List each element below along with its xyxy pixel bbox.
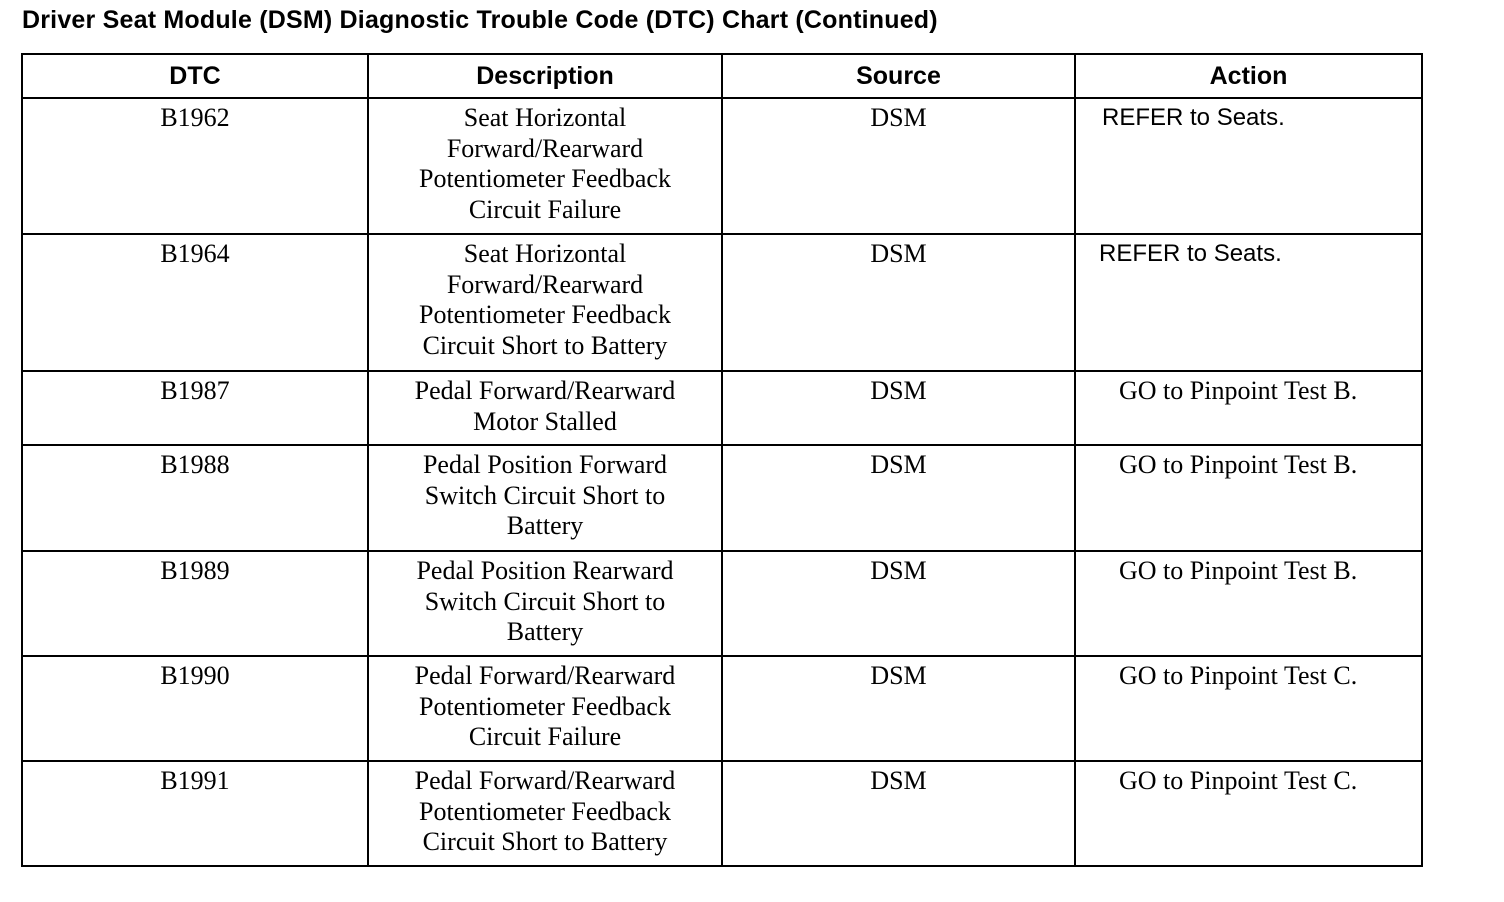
description-line: Seat Horizontal — [463, 239, 627, 268]
dtc-cell: B1964 — [22, 234, 368, 371]
description-cell — [368, 656, 722, 761]
source-cell: DSM — [722, 551, 1075, 656]
source-cell: DSM — [722, 234, 1075, 371]
description-line: Circuit Short to Battery — [422, 827, 668, 856]
description-cell — [368, 98, 722, 234]
action-text: REFER to Seats. — [1099, 240, 1282, 267]
source-cell: DSM — [722, 761, 1075, 866]
description-cell — [368, 761, 722, 866]
dtc-cell: B1991 — [22, 761, 368, 866]
description-line: Battery — [506, 511, 584, 540]
description-line: Pedal Position Forward — [422, 450, 668, 479]
table-row — [22, 761, 1422, 866]
table-row — [22, 551, 1422, 656]
description-line: Pedal Forward/Rearward — [414, 766, 676, 795]
table-row — [22, 371, 1422, 445]
action-cell — [1075, 98, 1422, 234]
description-line: Forward/Rearward — [446, 133, 644, 163]
action-cell — [1075, 234, 1422, 371]
table-row — [22, 98, 1422, 234]
table-row — [22, 234, 1422, 371]
action-text: GO to Pinpoint Test B. — [1119, 556, 1358, 585]
action-cell — [1075, 551, 1422, 656]
description-line: Switch Circuit Short to — [424, 480, 666, 510]
header-dtc: DTC — [22, 54, 368, 98]
action-text: GO to Pinpoint Test B. — [1119, 376, 1358, 405]
description-cell — [368, 445, 722, 551]
source-cell: DSM — [722, 656, 1075, 761]
description-line: Circuit Failure — [468, 722, 622, 751]
description-line: Potentiometer Feedback — [419, 300, 671, 329]
description-line: Potentiometer Feedback — [419, 164, 671, 193]
source-cell: DSM — [722, 371, 1075, 445]
action-text: REFER to Seats. — [1102, 104, 1285, 131]
description-line: Motor Stalled — [473, 406, 617, 436]
dtc-cell: B1962 — [22, 98, 368, 234]
description-line: Circuit Short to Battery — [422, 330, 668, 360]
description-line: Pedal Forward/Rearward — [414, 376, 676, 405]
description-line: Switch Circuit Short to — [424, 586, 666, 616]
description-line: Seat Horizontal — [463, 103, 627, 132]
action-cell — [1075, 761, 1422, 866]
dtc-chart-table — [21, 53, 1423, 867]
dtc-cell: B1989 — [22, 551, 368, 656]
action-cell — [1075, 371, 1422, 445]
dtc-cell: B1988 — [22, 445, 368, 551]
dtc-cell: B1990 — [22, 656, 368, 761]
source-cell: DSM — [722, 98, 1075, 234]
description-line: Forward/Rearward — [446, 269, 644, 299]
description-line: Pedal Position Rearward — [416, 556, 674, 585]
description-line: Battery — [506, 617, 584, 646]
description-line: Potentiometer Feedback — [419, 691, 671, 721]
table-row — [22, 656, 1422, 761]
source-cell: DSM — [722, 445, 1075, 551]
description-line: Potentiometer Feedback — [419, 796, 671, 826]
action-cell — [1075, 445, 1422, 551]
table-row — [22, 445, 1422, 551]
page-title: Driver Seat Module (DSM) Diagnostic Trouble Code (DTC) Chart (Continued) — [22, 6, 938, 34]
description-line: Pedal Forward/Rearward — [414, 661, 676, 690]
description-cell — [368, 371, 722, 445]
action-text: GO to Pinpoint Test B. — [1119, 450, 1358, 479]
description-line: Circuit Failure — [468, 194, 622, 224]
dtc-cell: B1987 — [22, 371, 368, 445]
description-cell — [368, 551, 722, 656]
description-cell — [368, 234, 722, 371]
action-cell — [1075, 656, 1422, 761]
table-header-row — [22, 54, 1422, 98]
header-action: Action — [1075, 54, 1422, 98]
action-text: GO to Pinpoint Test C. — [1119, 766, 1358, 795]
action-text: GO to Pinpoint Test C. — [1119, 661, 1358, 690]
header-source: Source — [722, 54, 1075, 98]
header-description: Description — [368, 54, 722, 98]
